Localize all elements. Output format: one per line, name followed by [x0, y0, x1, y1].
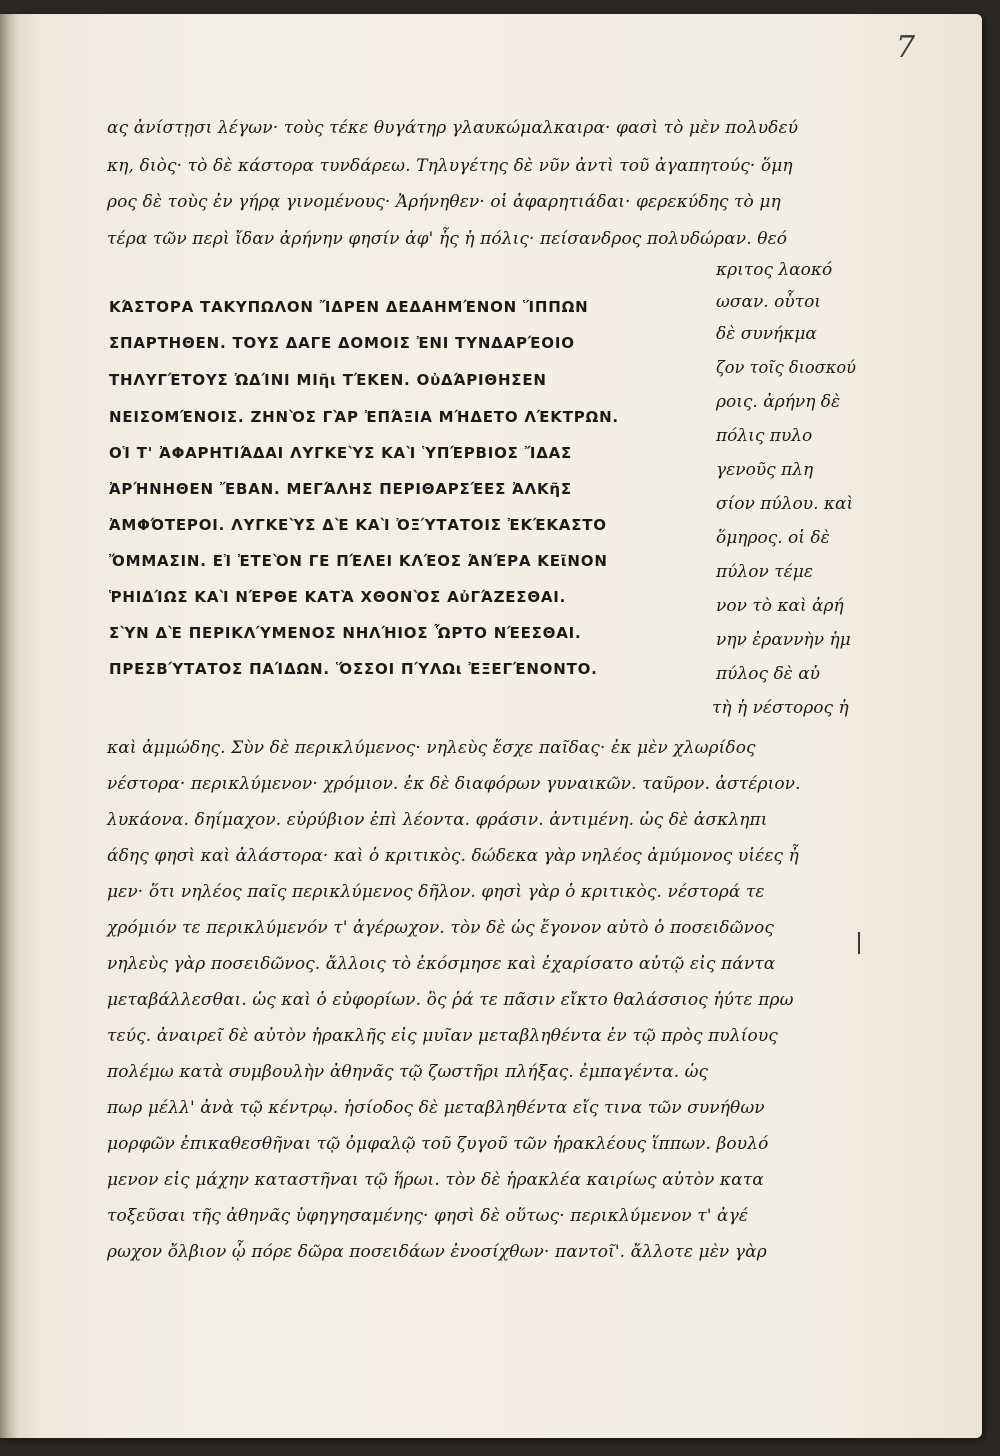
commentary-line: νηλεὺς γὰρ ποσειδῶνος. ἄλλοις τὸ ἐκόσμησε καὶ ἐχαρίσατο αὐτῷ εἰς πάντα: [107, 954, 776, 974]
margin-rule-mark: [858, 932, 860, 954]
commentary-line: ρος δὲ τοὺς ἐν γήρᾳ γινομένους· Ἀρήνηθεν· οἱ ἀφαρητιάδαι· φερεκύδης τὸ μη: [107, 192, 781, 212]
commentary-line: μενον εἰς μάχην καταστῆναι τῷ ἥρωι. τὸν δὲ ἡρακλέα καιρίως αὐτὸν κατα: [107, 1170, 764, 1190]
commentary-line: τέρα τῶν περὶ ἴδαν ἀρήνην φησίν ἀφ' ἧς ἡ πόλις· πείσανδρος πολυδώραν. θεό: [107, 229, 788, 249]
folio-number: 7: [896, 30, 916, 65]
commentary-line: πολέμω κατὰ συμβουλὴν ἀθηνᾶς τῷ ζωστῆρι πλήξας. ἐμπαγέντα. ὡς: [107, 1062, 709, 1082]
side-commentary-line: τὴ ἡ νέστορος ἡ: [712, 698, 849, 718]
side-commentary-line: πύλος δὲ αὐ: [716, 664, 821, 684]
side-commentary-line: ροις. ἀρήνη δὲ: [716, 392, 841, 412]
side-commentary-line: πύλον τέμε: [716, 562, 813, 582]
side-commentary-line: πόλις πυλο: [716, 426, 813, 446]
commentary-line: κη, διὸς· τὸ δὲ κάστορα τυνδάρεω. Τηλυγέτης δὲ νῦν ἀντὶ τοῦ ἀγαπητούς· ὅμη: [107, 156, 793, 176]
commentary-line: νέστορα· περικλύμενον· χρόμιον. ἐκ δὲ διαφόρων γυναικῶν. ταῦρον. ἀστέριον.: [107, 774, 801, 794]
side-commentary-line: νον τὸ καὶ ἀρή: [716, 596, 844, 616]
binding-gutter: [0, 14, 18, 1438]
verse-line: ΠΡΕΣΒΎΤΑΤΟΣ ΠΑΊΔΩΝ. ὍΣΣΟΙ ΠΎΛΩι ἘΞΕΓΈΝΟΝΤΟ.: [109, 660, 598, 678]
verse-line: ΣῪΝ ΔῈ ΠΕΡΙΚΛΎΜΕΝΟΣ ΝΗΛΉΙΟΣ ὯΡΤΟ ΝΈΕΣΘΑΙ.: [109, 624, 582, 642]
verse-line: ΣΠΑΡΤΗΘΕΝ. ΤΟΥΣ ΔΑΓΕ ΔΟΜΟΙΣ ἘΝΙ ΤΥΝΔΑΡΈΟΙΟ: [109, 334, 575, 352]
commentary-line: τοξεῦσαι τῆς ἀθηνᾶς ὑφηγησαμένης· φησὶ δὲ οὕτως· περικλύμενον τ' ἀγέ: [107, 1206, 749, 1226]
verse-line: ὌΜΜΑΣΙΝ. ΕἸ ἘΤΕῸΝ ΓΕ ΠΈΛΕΙ ΚΛΈΟΣ ἈΝΈΡΑ ΚΕῖΝΟΝ: [109, 552, 608, 570]
verse-line: ΚΆΣΤΟΡΑ ΤΑΚΥΠΩΛΟΝ ἼΔΡΕΝ ΔΕΔΑΗΜΈΝΟΝ ἽΠΠΩΝ: [109, 298, 589, 316]
side-commentary-line: ωσαν. οὗτοι: [716, 292, 821, 312]
verse-line: ῬΗΙΔΊΩΣ ΚΑῚ ΝΈΡΘΕ ΚΑΤᾺ ΧΘΟΝῸΣ ΑὐΓΆΖΕΣΘΑΙ.: [109, 588, 567, 606]
commentary-line: χρόμιόν τε περικλύμενόν τ' ἀγέρωχον. τὸν δὲ ὡς ἔγονον αὐτὸ ὁ ποσειδῶνος: [107, 918, 774, 938]
side-commentary-line: νην ἐραννὴν ἡμ: [716, 630, 851, 650]
commentary-line: μεταβάλλεσθαι. ὡς καὶ ὁ εὐφορίων. ὃς ῥά τε πᾶσιν εἴκτο θαλάσσιος ἠύτε πρω: [107, 990, 794, 1010]
commentary-line: άδης φησὶ καὶ ἀλάστορα· καὶ ὁ κριτικὸς. δώδεκα γὰρ νηλέος ἀμύμονος υἱέες ἦ: [107, 846, 799, 866]
verse-line: ΟἹ Τ' ἈΦΑΡΗΤΙΆΔΑΙ ΛΥΓΚΕῪΣ ΚΑῚ ὙΠΈΡΒΙΟΣ ἼΔΑΣ: [109, 444, 573, 462]
verse-line: ἈΜΦΌΤΕΡΟΙ. ΛΥΓΚΕῪΣ ΔῈ ΚΑῚ ὈΞΎΤΑΤΟΙΣ ἘΚΈΚΑΣΤΟ: [109, 516, 607, 534]
side-commentary-line: δὲ συνήκμα: [716, 324, 817, 344]
commentary-line: μεν· ὅτι νηλέος παῖς περικλύμενος δῆλον. φησὶ γὰρ ὁ κριτικὸς. νέστορά τε: [107, 882, 765, 902]
commentary-line: τεύς. ἀναιρεῖ δὲ αὐτὸν ἡρακλῆς εἰς μυῖαν μεταβληθέντα ἐν τῷ πρὸς πυλίους: [107, 1026, 778, 1046]
verse-line: ἈΡΉΝΗΘΕΝ ἜΒΑΝ. ΜΕΓΆΛΗΣ ΠΕΡΙΘΑΡΣΈΕΣ ἈΛΚῆΣ: [109, 480, 572, 498]
commentary-line: πωρ μέλλ' ἀνὰ τῷ κέντρῳ. ἡσίοδος δὲ μεταβληθέντα εἴς τινα τῶν συνήθων: [107, 1098, 765, 1118]
commentary-line: ας ἀνίστῃσι λέγων· τοὺς τέκε θυγάτηρ γλαυκώμαλκαιρα· φασὶ τὸ μὲν πολυδεύ: [107, 118, 799, 138]
verse-line: ΤΗΛΥΓΈΤΟΥΣ ὨΔΊΝΙ ΜΙῆι ΤΈΚΕΝ. ΟὐΔΆΡΙΘΗΣΕΝ: [109, 371, 547, 389]
commentary-line: λυκάονα. δηίμαχον. εὐρύβιον ἐπὶ λέοντα. φράσιν. ἀντιμένη. ὡς δὲ ἀσκληπι: [107, 810, 768, 830]
commentary-line: ρωχον ὄλβιον ᾧ πόρε δῶρα ποσειδάων ἐνοσίχθων· παντοῖ'. ἄλλοτε μὲν γὰρ: [107, 1242, 767, 1262]
side-commentary-line: ζον τοῖς διοσκού: [716, 358, 856, 378]
commentary-line: καὶ ἀμμώδης. Σὺν δὲ περικλύμενος· νηλεὺς ἔσχε παῖδας· ἐκ μὲν χλωρίδος: [107, 738, 756, 758]
side-commentary-line: σίον πύλου. καὶ: [716, 494, 854, 514]
verse-line: ΝΕΙΣΟΜΈΝΟΙΣ. ΖΗΝῸΣ ΓᾺΡ ἘΠΆΞΙΑ ΜΉΔΕΤΟ ΛΈΚΤΡΩΝ.: [109, 408, 619, 426]
side-commentary-line: κριτος λαοκό: [716, 260, 833, 280]
side-commentary-line: γενοῦς πλη: [716, 460, 814, 480]
commentary-line: μορφῶν ἐπικαθεσθῆναι τῷ ὀμφαλῷ τοῦ ζυγοῦ τῶν ἡρακλέους ἵππων. βουλό: [107, 1134, 769, 1154]
side-commentary-line: ὅμηρος. οἱ δὲ: [716, 528, 830, 548]
